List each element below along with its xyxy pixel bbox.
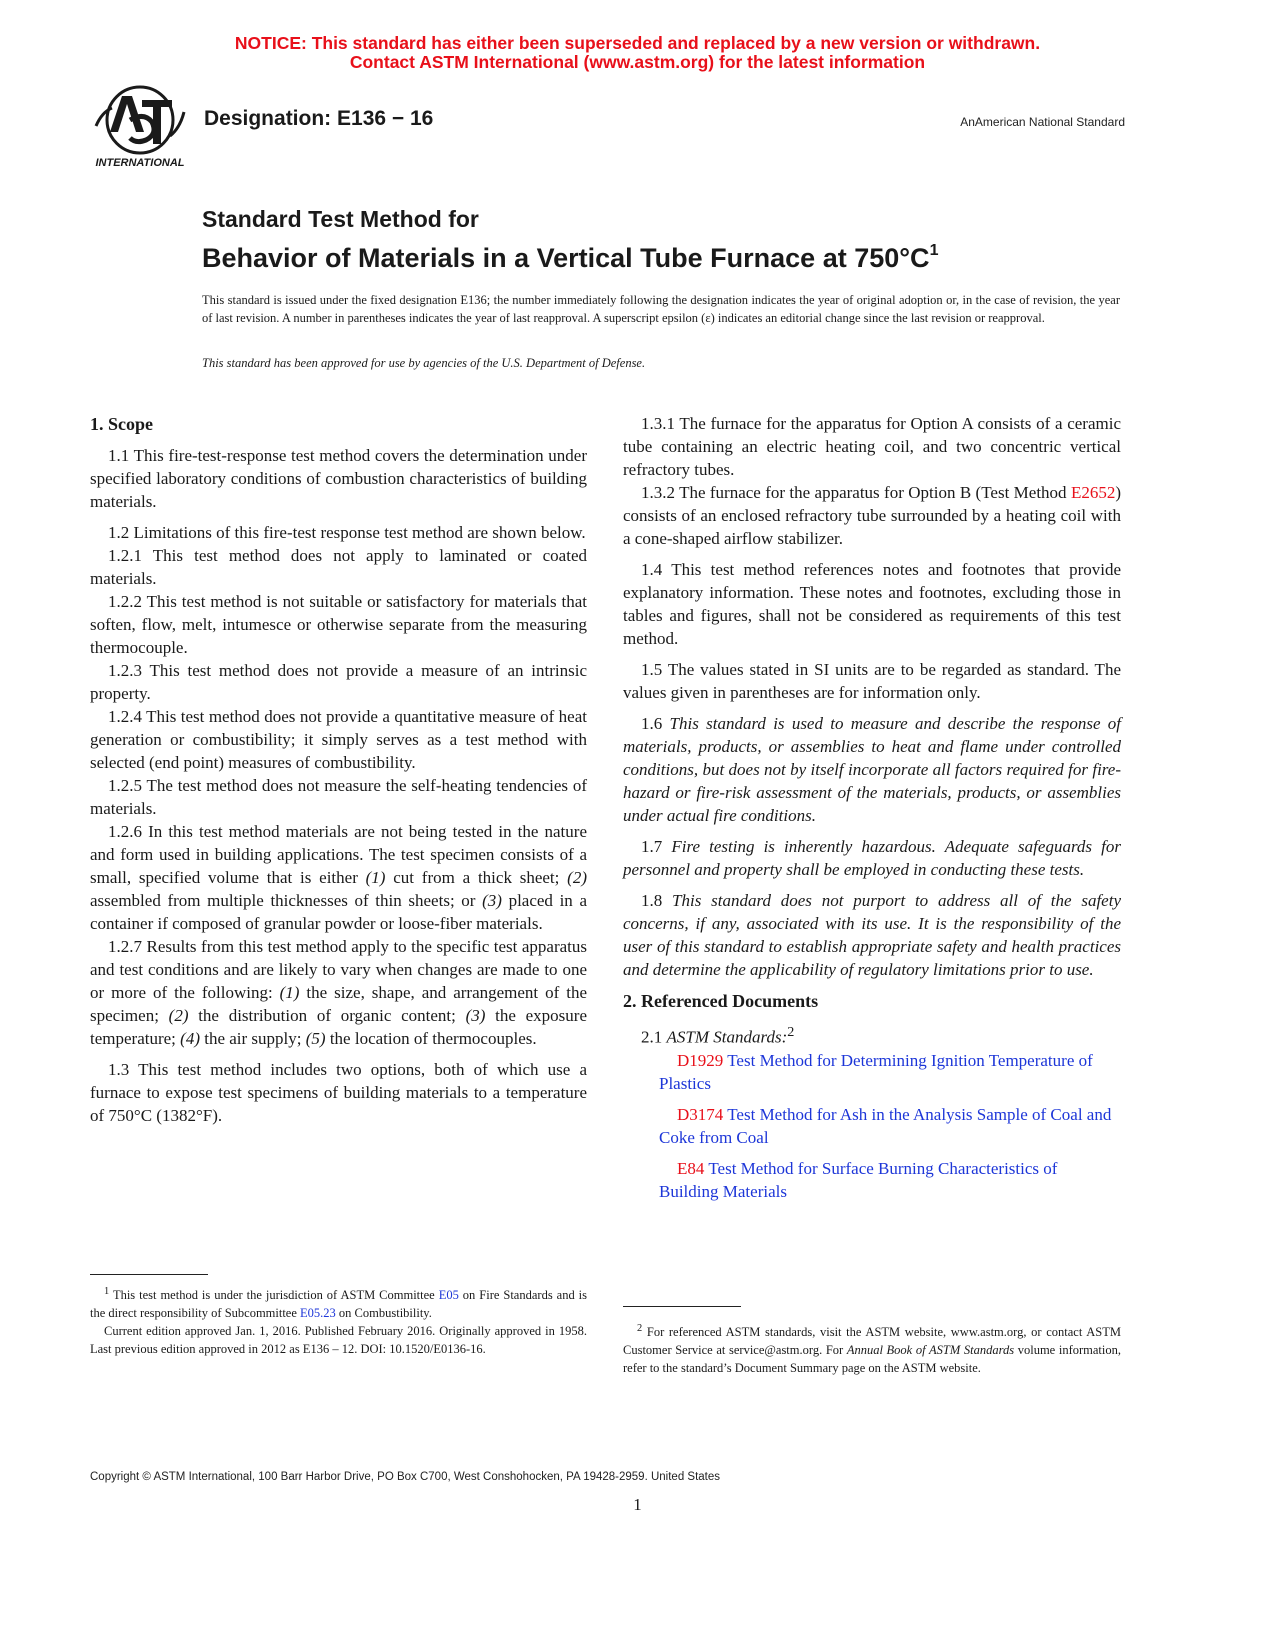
title-line-2: Behavior of Materials in a Vertical Tube Furnace at $750^\circ C^1$ [202,242,939,273]
right-column [623,412,1121,1211]
preamble: This standard is issued under the fixed designation E136; the number immediately following the designation indicates the year of original adoption or, in the case of revision, the year of last revision. A number in parentheses indicates the year of last reapproval. A superscript epsilon (ε) indicates an editorial change since the last revision or reapproval. [202,293,1120,325]
notice-line-1: NOTICE: This standard has either been superseded and replaced by a new version or withdrawn. [234,33,1041,53]
national-standard-label: AnAmerican National Standard [960,115,1125,129]
reference-code[interactable]: D1929 [677,1050,724,1070]
paragraph-1-2-7: 1.2.7 Results from this test method apply to the specific test apparatus and test conditions and are likely to vary when changes are made to one or more of the following: (1) the size, shape, and arrangement of the specimen; (2) the distribution of organic content; (3) the exposure temperature; (4) the air supply; (5) the location of thermocouples. [90,937,588,1048]
footnote-1-edition: Current edition approved Jan. 1, 2016. Published February 2016. Originally approved in 1958. Last previous edition approved in 2012 as E136 – 12. DOI: 10.1520/E0136-16. [90,1324,587,1357]
left-column [90,412,587,1135]
reference-item[interactable] [623,1157,1121,1203]
footnote-2: $^2$ For referenced ASTM standards, visit the ASTM website, www.astm.org, or contact ASTM Customer Service at service@astm.org. For Annual Book of ASTM Standards volume information, refer to the standard’s Document Summary page on the ASTM website. [623,1323,1121,1376]
copyright-line: Copyright © ASTM International, 100 Barr Harbor Drive, PO Box C700, West Conshohocken, PA 19428-2959. United States [90,1471,721,1483]
document-title [202,204,938,275]
paragraph-2-1: 2.1 ASTM Standards:$^2$ [641,1024,795,1047]
footnote-divider-left [90,1274,208,1275]
section-heading-referenced-documents: 2. Referenced Documents [623,991,819,1011]
reference-title[interactable]: Test Method for Determining Ignition Temperature of Plastics [659,1050,1093,1093]
paragraph-1-2-4: 1.2.4 This test method does not provide a quantitative measure of heat generation or combustibility; it simply serves as a test method with selected (end point) measures of combustibility. [90,707,587,772]
paragraph-1-2-6: 1.2.6 In this test method materials are not being tested in the nature and form used in building applications. The test specimen consists of a small, specified volume that is either (1) cut from a thick sheet; (2) assembled from multiple thicknesses of thin sheets; or (3) placed in a container if composed of granular powder or loose-fiber materials. [90,822,587,933]
paragraph-1-2-3: 1.2.3 This test method does not provide a measure of an intrinsic property. [90,661,587,703]
logo-text: INTERNATIONAL [95,157,185,169]
paragraph-1-6: 1.6 This standard is used to measure and describe the response of materials, products, or assemblies to heat and flame under controlled conditions, but does not by itself incorporate all factors required for fire-hazard or fire-risk assessment of the materials, products, or assemblies under actual fire conditions. [623,714,1121,825]
astm-logo [92,82,188,170]
withdrawal-notice [0,34,1275,72]
paragraph-1-3-2: 1.3.2 The furnace for the apparatus for Option B (Test Method E2652) consists of an enclosed refractory tube surrounded by a heating coil with a cone-shaped airflow stabilizer. [623,483,1121,548]
title-footnote-mark: 1 [929,242,939,259]
paragraph-1-2: 1.2 Limitations of this fire-test response test method are shown below. [108,523,586,542]
paragraph-1-2-2: 1.2.2 This test method is not suitable or satisfactory for materials that soften, flow, melt, intumesce or otherwise separate from the measuring thermocouple. [90,592,587,657]
paragraph-1-2-1: 1.2.1 This test method does not apply to laminated or coated materials. [90,546,587,588]
link-e05-23[interactable]: E05.23 [300,1306,336,1321]
paragraph-1-2-5: 1.2.5 The test method does not measure the self-heating tendencies of materials. [90,776,587,818]
paragraph-1-8: 1.8 This standard does not purport to address all of the safety concerns, if any, associated with its use. It is the responsibility of the user of this standard to establish appropriate safety and health practices and determine the applicability of regulatory limitations prior to use. [623,891,1121,979]
reference-title[interactable]: Test Method for Ash in the Analysis Sample of Coal and Coke from Coal [659,1104,1112,1147]
section-heading-scope: 1. Scope [90,414,153,434]
paragraph-1-3: 1.3 This test method includes two options, both of which use a furnace to expose test specimens of building materials to a temperature of 750°C (1382°F). [90,1060,587,1125]
designation: Designation: E136 − 16 [204,107,434,130]
paragraph-1-3-1: 1.3.1 The furnace for the apparatus for Option A consists of a ceramic tube containing an electric heating coil, and two concentric vertical refractory tubes. [623,414,1121,479]
reference-item[interactable] [623,1103,1121,1149]
reference-code[interactable]: D3174 [677,1104,724,1124]
reference-title[interactable]: Test Method for Surface Burning Characteristics of Building Materials [659,1158,1058,1201]
title-line-1: Standard Test Method for [202,206,479,232]
page-number: 1 [633,1495,642,1514]
paragraph-1-7: 1.7 Fire testing is inherently hazardous. Adequate safeguards for personnel and property shall be employed in conducting these tests. [623,837,1122,879]
notice-line-2: Contact ASTM International (www.astm.org) for the latest information [349,52,926,72]
reference-code[interactable]: E84 [677,1158,705,1178]
paragraph-1-1: 1.1 This fire-test-response test method covers the determination under specified laboratory conditions of combustion characteristics of building materials. [90,446,587,511]
footnote-1: $^1$ This test method is under the jurisdiction of ASTM Committee E05 on Fire Standards and is the direct responsibility of Subcommittee E05.23 on Combustibility. Current edition approved Jan. 1, 2016. Published February 2016. Originally approved in 1958. Last previous edition approved in 2012 as E136 – 12. DOI: 10.1520/E0136-16. [90,1286,587,1357]
dod-approval-note: This standard has been approved for use by agencies of the U.S. Department of Defense. [202,356,646,370]
paragraph-1-4: 1.4 This test method references notes and footnotes that provide explanatory information. These notes and footnotes, excluding those in tables and figures, shall not be considered as requirements of this test method. [623,560,1121,648]
footnote-divider-right [623,1306,741,1307]
link-e05[interactable]: E05 [438,1288,459,1303]
link-e2652[interactable]: E2652 [1070,483,1116,502]
paragraph-1-5: 1.5 The values stated in SI units are to be regarded as standard. The values given in parentheses are for information only. [623,660,1121,702]
reference-item[interactable] [623,1049,1121,1095]
